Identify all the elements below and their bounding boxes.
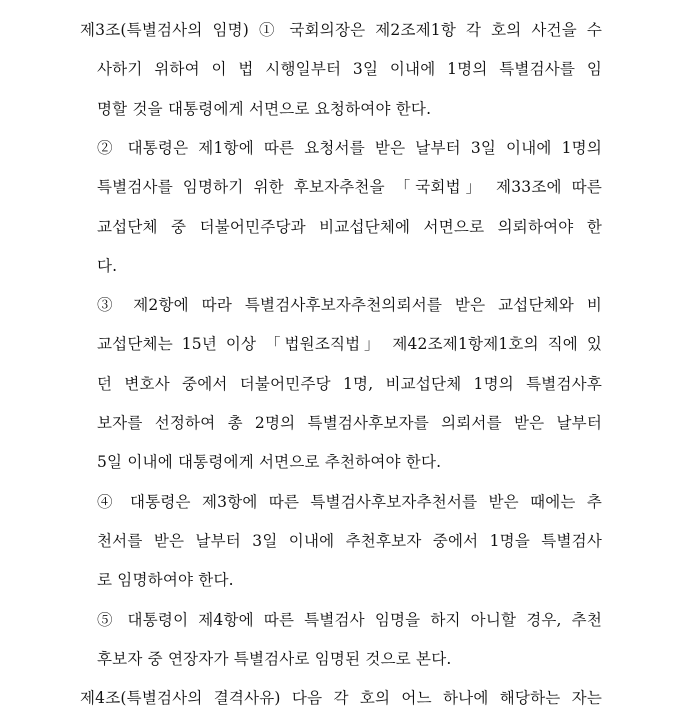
paragraph-2-line: ② 대통령은 제1항에 따른 요청서를 받은 날부터 3일 이내에 1명의 bbox=[97, 139, 602, 157]
text-line: 교섭단체는 15년 이상 「법원조직법」 제42조제1항제1호의 직에 있 bbox=[97, 335, 602, 353]
text-line: 사하기 위하여 이 법 시행일부터 3일 이내에 1명의 특별검사를 임 bbox=[97, 60, 602, 78]
article-3-heading-line: 제3조(특별검사의 임명) ① 국회의장은 제2조제1항 각 호의 사건을 수 bbox=[80, 21, 602, 39]
paragraph-5-line: ⑤ 대통령이 제4항에 따른 특별검사 임명을 하지 아니할 경우, 추천 bbox=[97, 611, 602, 629]
text-line: 5일 이내에 대통령에게 서면으로 추천하여야 한다. bbox=[97, 453, 442, 471]
text-line: 다. bbox=[97, 257, 118, 275]
text-line: 보자를 선정하여 총 2명의 특별검사후보자를 의뢰서를 받은 날부터 bbox=[97, 414, 602, 432]
text-line: 교섭단체 중 더불어민주당과 비교섭단체에 서면으로 의뢰하여야 한 bbox=[97, 218, 602, 236]
paragraph-4-line: ④ 대통령은 제3항에 따른 특별검사후보자추천서를 받은 때에는 추 bbox=[97, 493, 602, 511]
text-line: 던 변호사 중에서 더불어민주당 1명, 비교섭단체 1명의 특별검사후 bbox=[97, 375, 602, 393]
paragraph-3-line: ③ 제2항에 따라 특별검사후보자추천의뢰서를 받은 교섭단체와 비 bbox=[97, 296, 602, 314]
text-line: 후보자 중 연장자가 특별검사로 임명된 것으로 본다. bbox=[97, 650, 452, 668]
text-line: 특별검사를 임명하기 위한 후보자추천을 「국회법」 제33조에 따른 bbox=[97, 178, 602, 196]
text-line: 명할 것을 대통령에게 서면으로 요청하여야 한다. bbox=[97, 100, 432, 118]
text-line: 로 임명하여야 한다. bbox=[97, 571, 234, 589]
text-line: 천서를 받은 날부터 3일 이내에 추천후보자 중에서 1명을 특별검사 bbox=[97, 532, 602, 550]
article-4-heading-line: 제4조(특별검사의 결격사유) 다음 각 호의 어느 하나에 해당하는 자는 bbox=[80, 689, 602, 707]
